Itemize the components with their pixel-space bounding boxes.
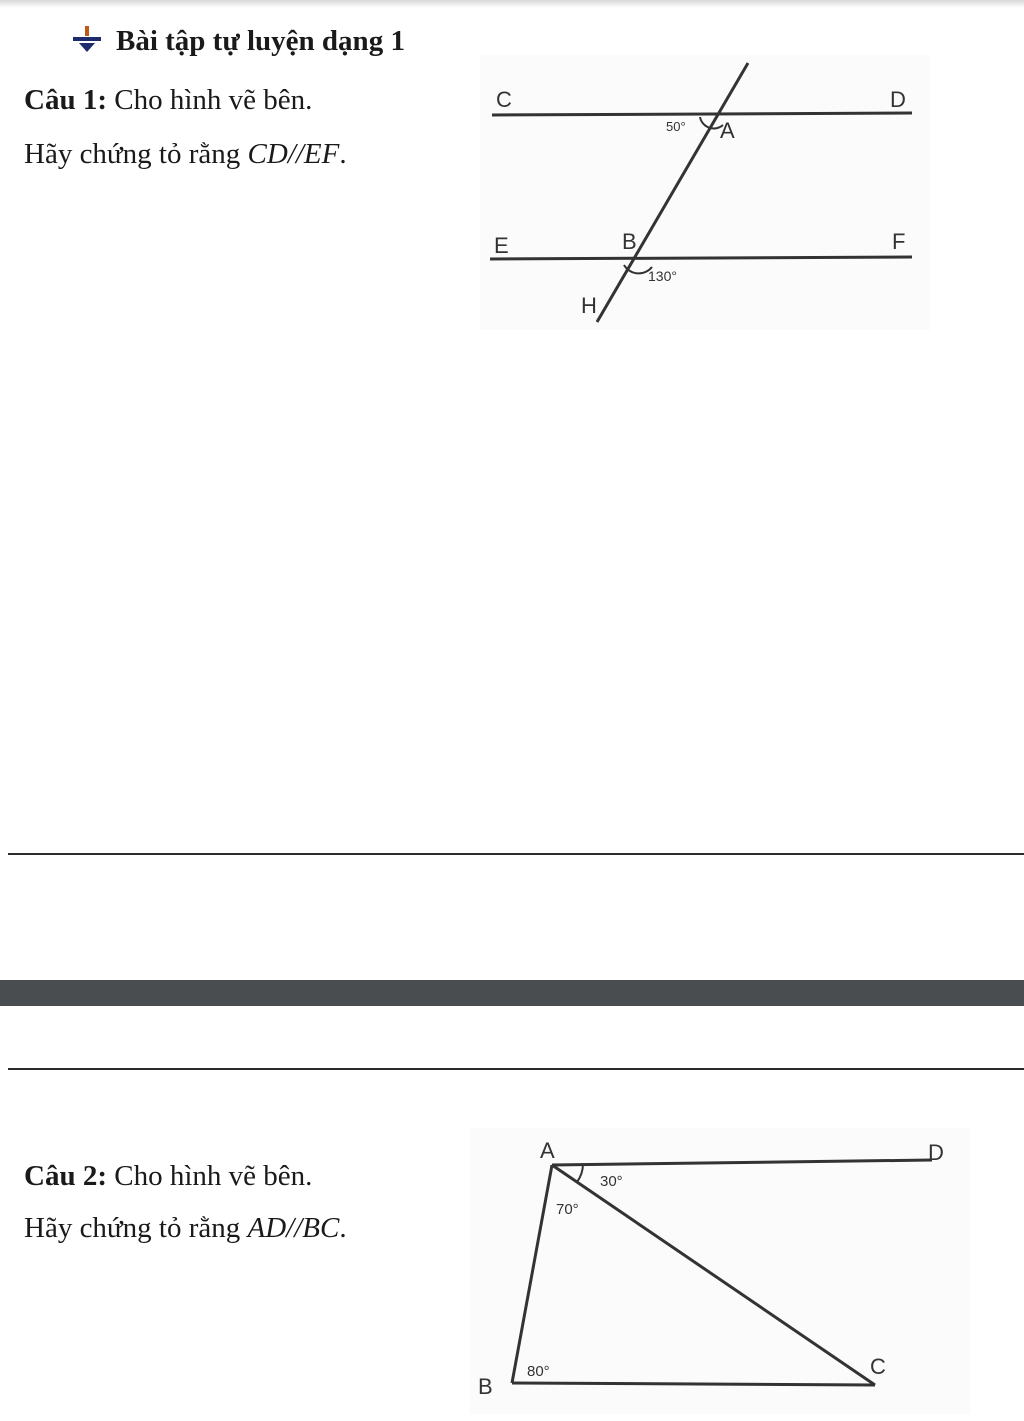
point-label-f: F <box>892 229 906 254</box>
q2-prompt: Hãy chứng tỏ rằng <box>24 1212 248 1244</box>
point-label-b: B <box>478 1374 493 1399</box>
q2-prompt-line <box>24 1212 347 1245</box>
q1-label: Câu 1: <box>24 84 107 116</box>
q1-prompt: Hãy chứng tỏ rằng <box>24 138 248 170</box>
segment-bc <box>512 1383 875 1385</box>
q1-line <box>24 84 312 117</box>
page-top-rule <box>8 1068 1024 1070</box>
q2-claim: AD//BC <box>247 1212 340 1244</box>
top-shadow <box>0 0 1024 8</box>
section-heading <box>70 24 405 58</box>
point-label-a: A <box>540 1138 555 1163</box>
q2-line <box>24 1160 312 1193</box>
q2-figure <box>470 1128 970 1414</box>
q1-text: Cho hình vẽ bên. <box>106 84 313 116</box>
point-label-e: E <box>494 233 509 258</box>
down-arrow-bullet-icon <box>70 24 104 54</box>
page-gap <box>0 980 1024 1006</box>
point-label-d: D <box>928 1140 944 1165</box>
line-cd <box>492 113 912 115</box>
angle-label-b: 130° <box>648 268 677 284</box>
q1-prompt-line <box>24 138 347 171</box>
angle-label-dac: 30° <box>600 1173 623 1190</box>
q2-text: Cho hình vẽ bên. <box>106 1160 313 1192</box>
q2-label: Câu 2: <box>24 1160 107 1192</box>
q1-claim: CD//EF <box>247 138 340 170</box>
point-label-d: D <box>890 87 906 112</box>
point-label-c: C <box>496 87 512 112</box>
point-label-b: B <box>622 229 637 254</box>
angle-label-bac: 70° <box>556 1201 579 1218</box>
q2-claim-end: . <box>339 1212 347 1244</box>
page-bottom-rule <box>8 853 1024 855</box>
heading-text: Bài tập tự luyện dạng 1 <box>116 25 405 57</box>
point-label-a: A <box>720 118 735 143</box>
line-ef <box>490 257 912 259</box>
angle-label-a: 50° <box>666 119 686 134</box>
point-label-c: C <box>870 1354 886 1379</box>
q1-claim-end: . <box>339 138 347 170</box>
q1-figure <box>480 55 930 330</box>
point-label-h: H <box>581 293 597 318</box>
angle-label-b: 80° <box>527 1363 550 1380</box>
